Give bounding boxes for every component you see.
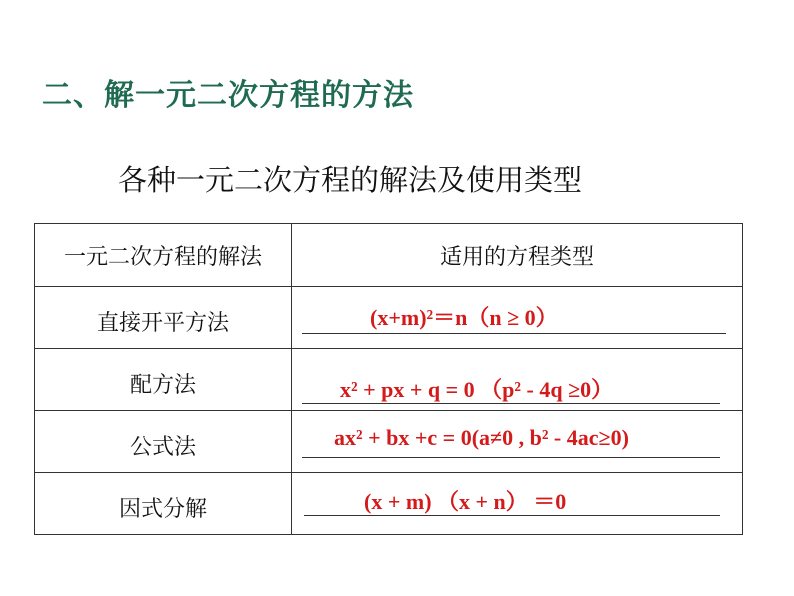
formula-cell xyxy=(292,287,743,349)
formula-cell xyxy=(292,473,743,535)
header-method: 一元二次方程的解法 xyxy=(35,224,292,287)
answer-underline xyxy=(302,457,720,458)
answer-underline xyxy=(302,403,720,404)
method-cell xyxy=(35,287,292,349)
formula-text: (x + m) （x + n） ＝0 xyxy=(364,489,567,514)
method-name: 直接开平方法 xyxy=(96,311,229,336)
formula-text: x² + px + q = 0 （p² - 4q ≥0） xyxy=(340,377,614,402)
formula-text: (x+m)²＝n（n ≥ 0） xyxy=(370,305,558,330)
formula-text: ax² + bx +c = 0(a≠0 , b² - 4ac≥0) xyxy=(334,425,629,450)
page-title: 二、解一元二次方程的方法 xyxy=(42,78,414,113)
method-name: 配方法 xyxy=(129,373,196,398)
method-cell xyxy=(35,411,292,473)
header-equation-type: 适用的方程类型 xyxy=(292,224,743,287)
table-row xyxy=(35,349,743,411)
table-caption: 各种一元二次方程的解法及使用类型 xyxy=(118,163,583,197)
method-cell xyxy=(35,473,292,535)
methods-table xyxy=(34,223,743,535)
table-row xyxy=(35,473,743,535)
formula-cell xyxy=(292,349,743,411)
answer-underline xyxy=(304,515,720,516)
formula-cell xyxy=(292,411,743,473)
table-row xyxy=(35,411,743,473)
table-row xyxy=(35,287,743,349)
table-header-row xyxy=(35,224,743,287)
method-name: 公式法 xyxy=(129,435,196,460)
method-cell xyxy=(35,349,292,411)
answer-underline xyxy=(302,333,726,334)
method-name: 因式分解 xyxy=(118,497,207,522)
